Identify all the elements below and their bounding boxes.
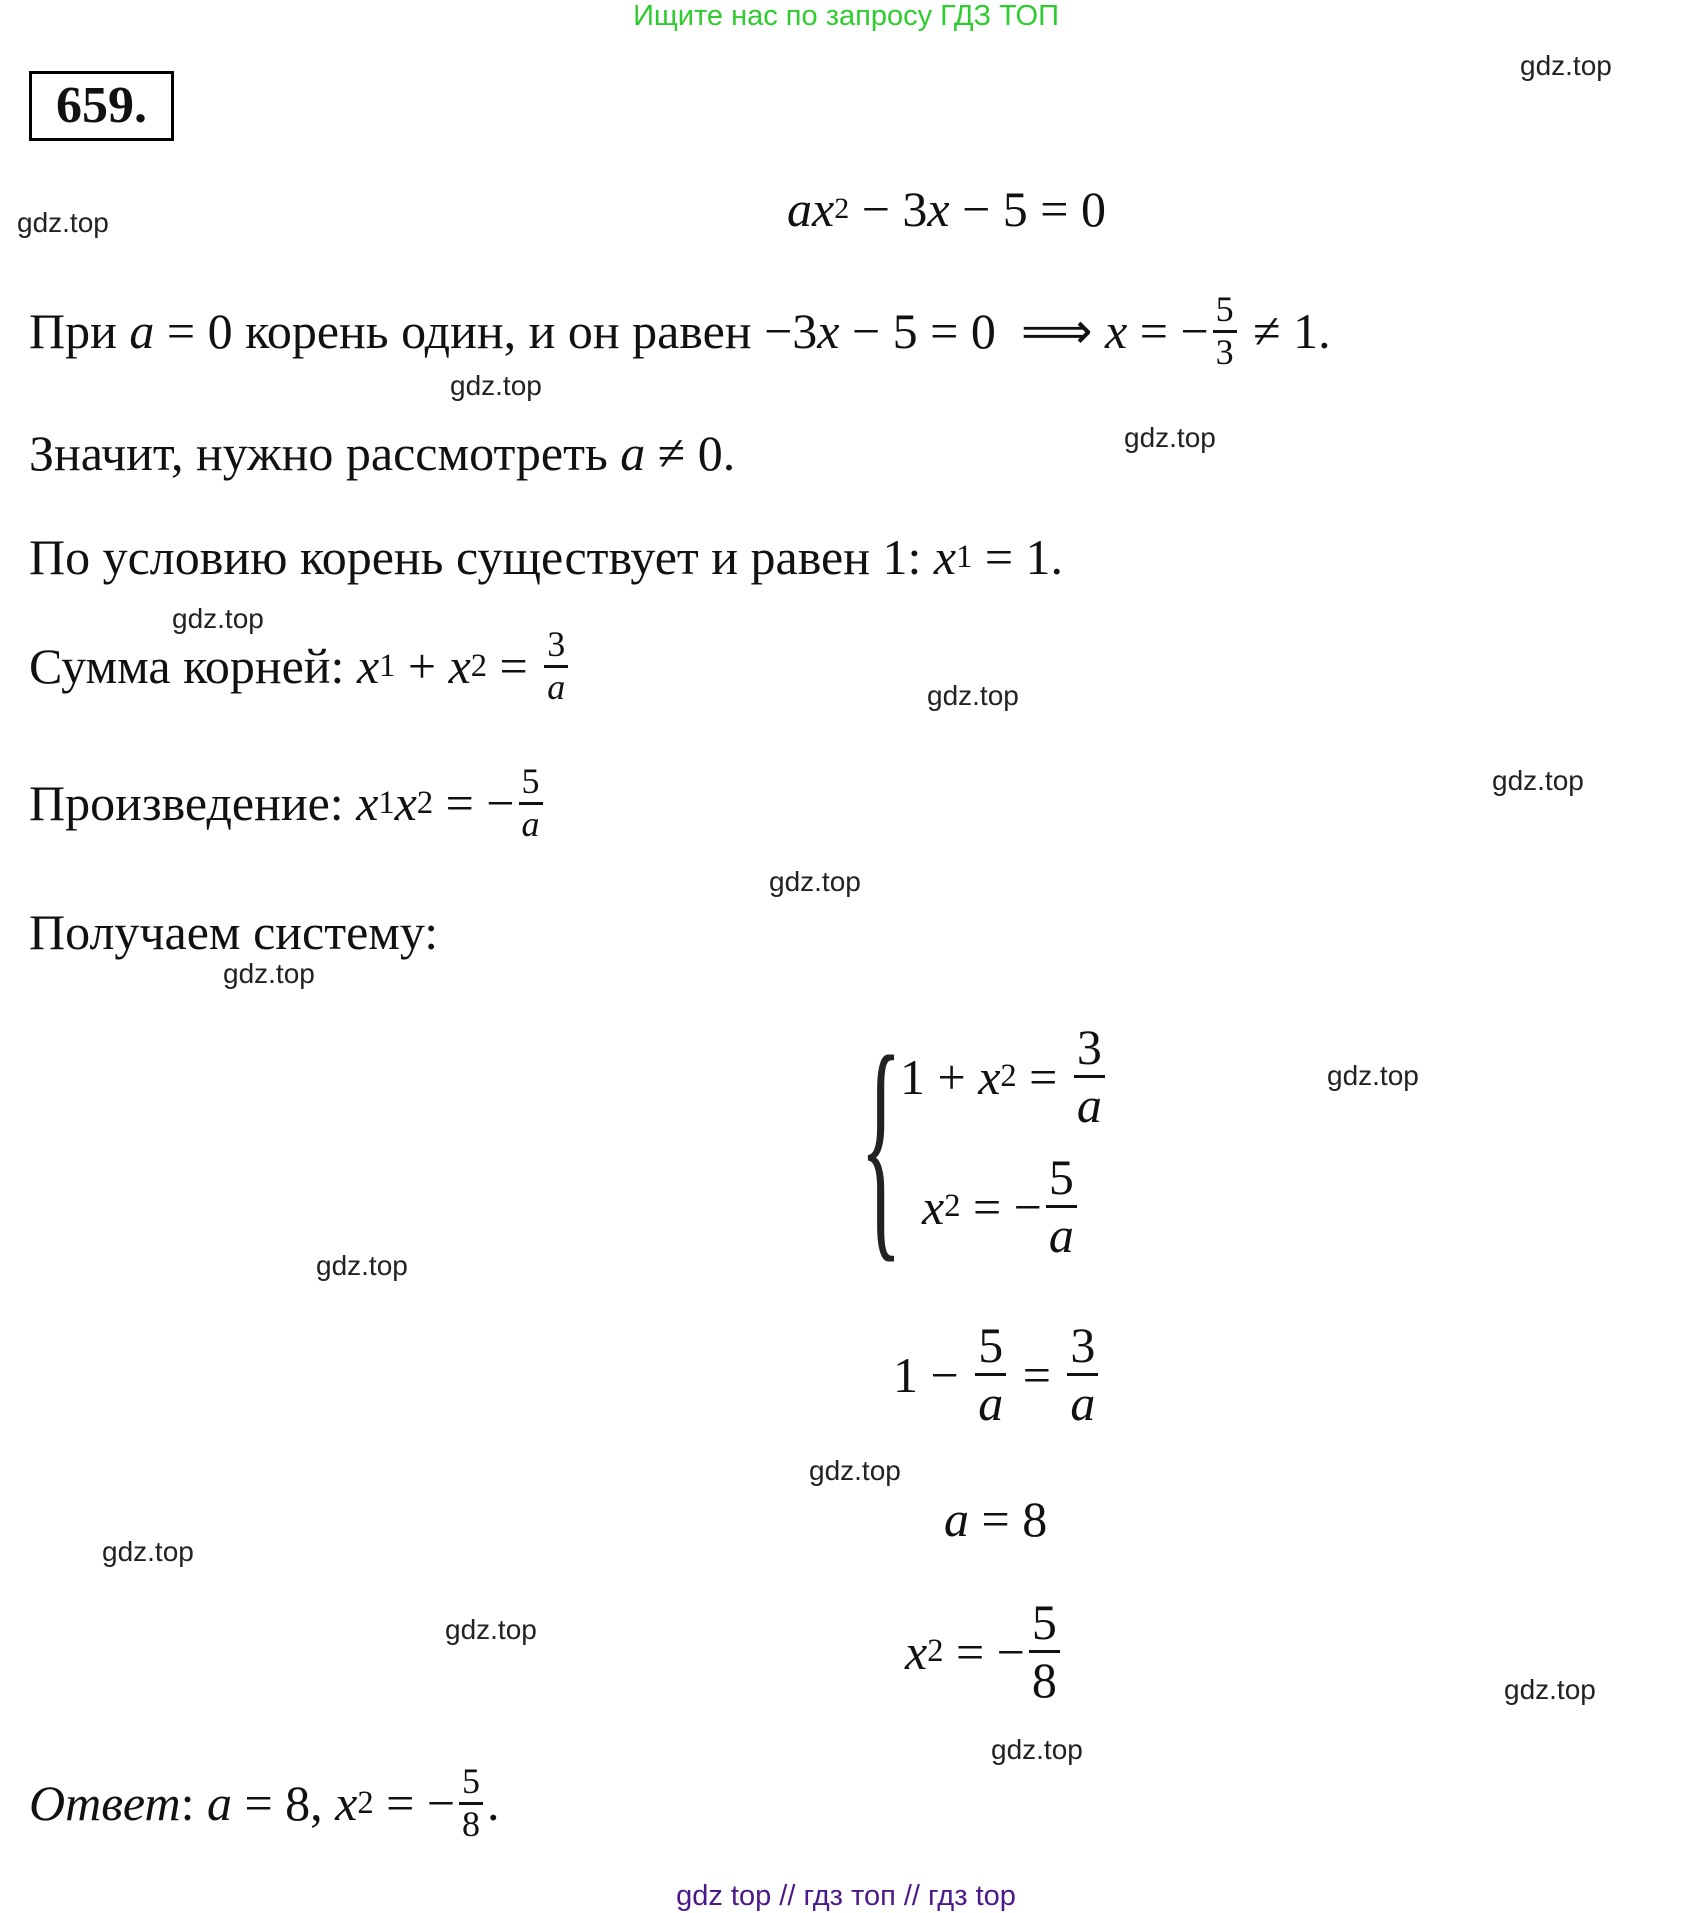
watermark: gdz.top — [223, 958, 315, 989]
fraction — [975, 1318, 1006, 1431]
watermark: gdz.top — [1520, 50, 1612, 81]
exponent: 2 — [834, 192, 850, 225]
var: x — [905, 1623, 928, 1680]
watermark: gdz.top — [1504, 1674, 1596, 1705]
var: x — [927, 181, 950, 237]
denominator: 8 — [459, 1802, 483, 1845]
text: Произведение: — [29, 775, 357, 832]
denominator: a — [975, 1373, 1006, 1431]
var: x — [812, 181, 835, 237]
search-banner: Ищите нас по запросу ГДЗ ТОП — [633, 0, 1059, 32]
line-condition — [29, 528, 1063, 586]
watermark: gdz.top — [445, 1614, 537, 1645]
numerator: 5 — [462, 1761, 481, 1801]
step-a-value — [944, 1490, 1047, 1548]
line-consider — [29, 424, 735, 482]
watermark: gdz.top — [1492, 765, 1584, 796]
var: x — [922, 1178, 945, 1235]
text: = 8 — [969, 1491, 1048, 1547]
var: x — [1105, 303, 1128, 360]
watermark: gdz.top — [316, 1250, 408, 1281]
var: a — [787, 181, 812, 237]
text: 1 − — [893, 1346, 972, 1403]
system-eq2 — [922, 1150, 1081, 1263]
text: = — [1010, 1346, 1064, 1403]
problem-number: 659. — [29, 71, 174, 141]
text: + — [395, 638, 449, 695]
text: − 5 = 0 ⟹ — [839, 303, 1106, 360]
text: = — [487, 638, 541, 695]
var: x — [356, 775, 379, 832]
text: При — [29, 303, 130, 360]
var: a — [944, 1491, 969, 1547]
subscript: 2 — [470, 647, 488, 684]
text: = − — [373, 1775, 456, 1832]
text: = − — [433, 775, 515, 832]
fraction — [1029, 1595, 1060, 1708]
text: = − — [1127, 303, 1209, 360]
text: По условию корень существует и равен 1: — [29, 529, 934, 585]
text: = − — [943, 1623, 1025, 1680]
var: x — [817, 303, 840, 360]
text: 1 + — [900, 1048, 979, 1105]
step-equation — [893, 1318, 1102, 1431]
var: x — [933, 529, 957, 585]
text: Сумма корней: — [29, 638, 357, 695]
subscript: 2 — [357, 1784, 374, 1821]
watermark: gdz.top — [991, 1734, 1083, 1765]
line-a-zero — [29, 290, 1331, 372]
subscript: 1 — [956, 538, 973, 575]
var: x — [394, 775, 417, 832]
numerator: 5 — [1215, 289, 1234, 329]
fraction — [1074, 1020, 1105, 1133]
line-sum — [29, 625, 572, 707]
subscript: 1 — [378, 784, 395, 821]
text: . — [487, 1775, 500, 1832]
watermark: gdz.top — [809, 1455, 901, 1486]
system-eq1 — [900, 1020, 1109, 1133]
line-system-intro — [29, 903, 438, 961]
text: = − — [960, 1178, 1042, 1235]
watermark: gdz.top — [769, 866, 861, 897]
fraction — [1046, 1150, 1077, 1263]
system-brace: { — [860, 1006, 902, 1283]
denominator: 3 — [1213, 330, 1237, 373]
text: = 0 корень один, и он равен −3 — [154, 303, 818, 360]
text: : — [180, 1775, 207, 1832]
watermark: gdz.top — [1124, 422, 1216, 453]
text: = 8, — [231, 1775, 336, 1832]
text: Получаем систему: — [29, 904, 439, 960]
var: a — [620, 425, 646, 481]
subscript: 2 — [1000, 1058, 1017, 1094]
answer-label: Ответ — [29, 1775, 181, 1832]
denominator: a — [1067, 1373, 1098, 1431]
fraction — [519, 762, 543, 844]
watermark: gdz.top — [927, 680, 1019, 711]
var: x — [448, 638, 471, 695]
subscript: 2 — [416, 784, 434, 821]
text: − 5 = 0 — [949, 181, 1107, 237]
watermark: gdz.top — [17, 207, 109, 238]
var: x — [356, 638, 380, 695]
text: ≠ 1. — [1240, 303, 1331, 360]
watermark: gdz.top — [102, 1536, 194, 1567]
numerator: 5 — [978, 1317, 1004, 1373]
text: = — [1016, 1048, 1070, 1105]
main-equation — [787, 180, 1106, 238]
denominator: a — [1046, 1205, 1077, 1263]
step-x2-value — [905, 1595, 1064, 1708]
var: x — [978, 1048, 1001, 1105]
text: − 3 — [849, 181, 928, 237]
subscript: 1 — [379, 647, 396, 684]
watermark: gdz.top — [1327, 1060, 1419, 1091]
var: a — [129, 303, 155, 360]
answer-line — [29, 1762, 500, 1844]
footer-watermark: gdz top // гдз топ // гдз top — [676, 1880, 1016, 1912]
var: x — [335, 1775, 358, 1832]
fraction — [459, 1762, 483, 1844]
subscript: 2 — [944, 1188, 961, 1224]
denominator: a — [519, 802, 543, 845]
numerator: 5 — [1031, 1594, 1057, 1650]
fraction — [544, 625, 568, 707]
numerator: 5 — [1048, 1149, 1074, 1205]
text: Значит, нужно рассмотреть — [29, 425, 621, 481]
numerator: 5 — [521, 761, 540, 801]
denominator: a — [1074, 1075, 1105, 1133]
fraction — [1067, 1318, 1098, 1431]
var: a — [206, 1775, 232, 1832]
text: ≠ 0. — [645, 425, 736, 481]
fraction — [1213, 290, 1237, 372]
text: = 1. — [972, 529, 1064, 585]
watermark: gdz.top — [172, 603, 264, 634]
line-product — [29, 762, 547, 844]
numerator: 3 — [1070, 1317, 1096, 1373]
watermark: gdz.top — [450, 370, 542, 401]
denominator: a — [544, 665, 568, 708]
subscript: 2 — [927, 1633, 944, 1669]
numerator: 3 — [547, 624, 566, 664]
denominator: 8 — [1029, 1650, 1060, 1708]
numerator: 3 — [1076, 1019, 1102, 1075]
